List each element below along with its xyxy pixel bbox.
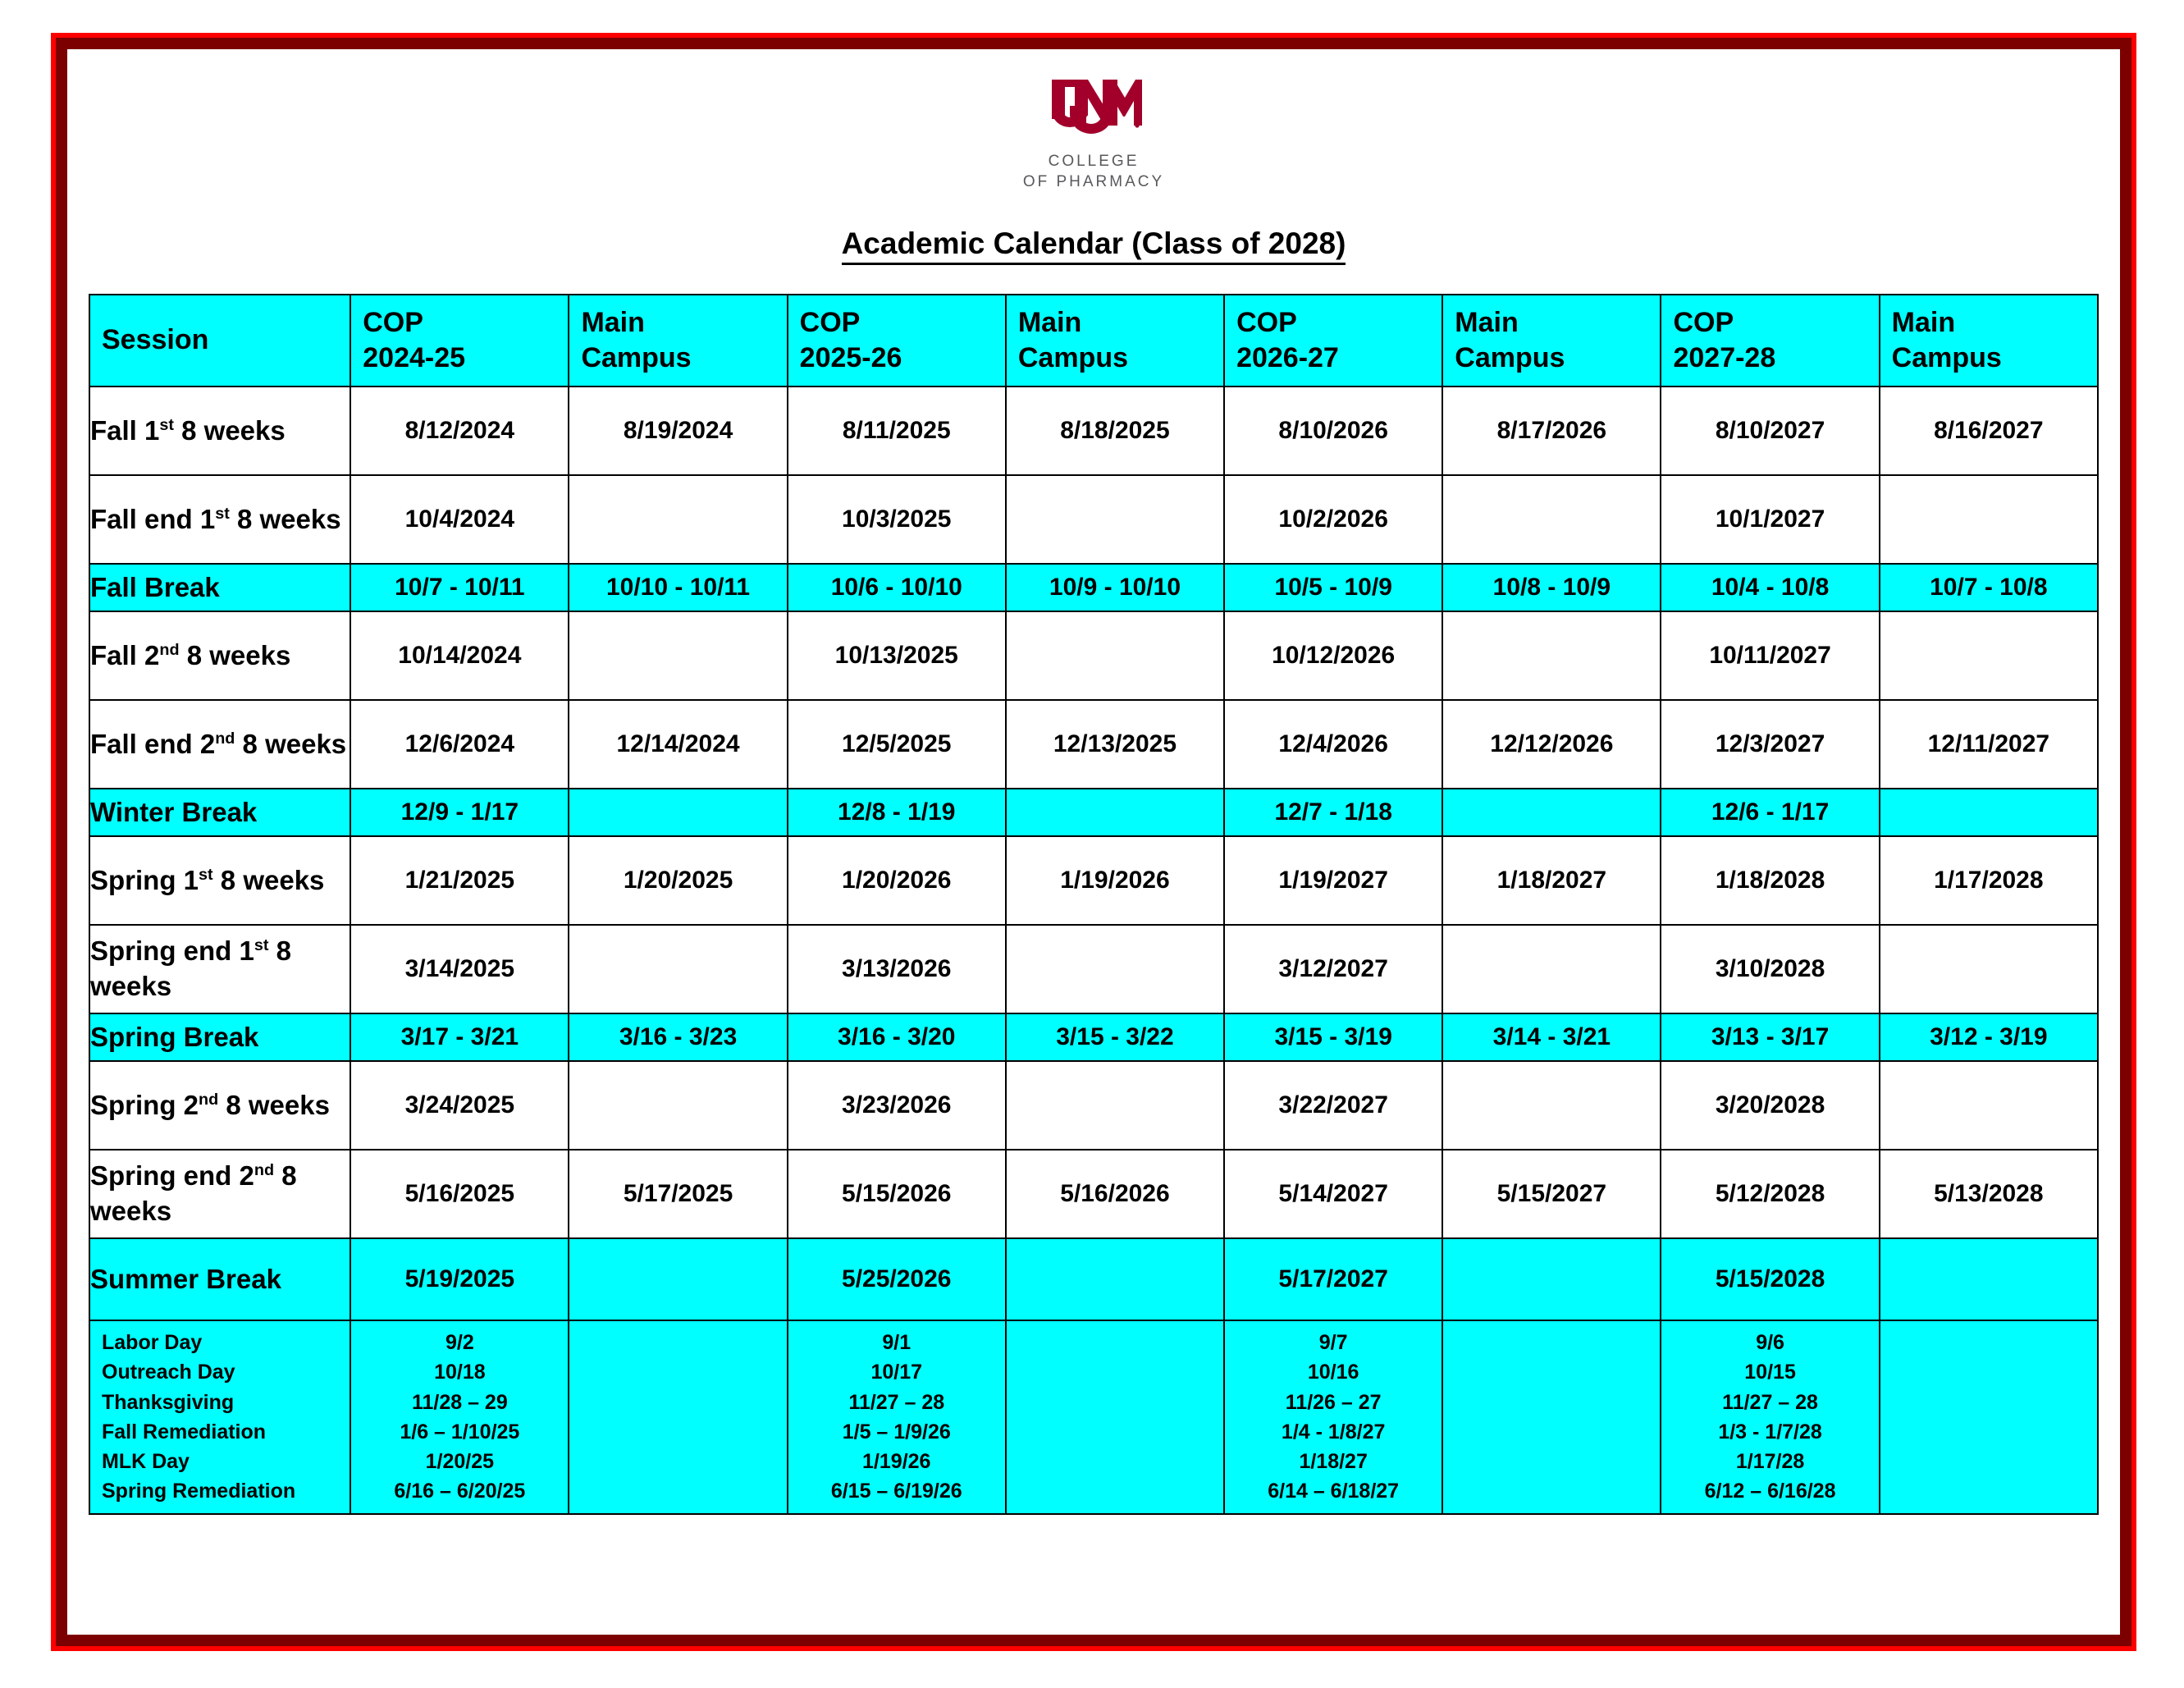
holiday-line (1443, 1357, 1660, 1387)
holiday-line (1007, 1417, 1223, 1447)
holiday-dates-main-2027-28 (1880, 1320, 2098, 1514)
holiday-line (569, 1447, 786, 1476)
holiday-line: 11/27 – 28 (1722, 1390, 1818, 1414)
page-title-text: Academic Calendar (Class of 2028) (842, 226, 1346, 265)
table-cell: 1/19/2027 (1224, 836, 1442, 925)
table-cell: 3/13 - 3/17 (1661, 1013, 1879, 1061)
holiday-line (1880, 1447, 2097, 1476)
holiday-line: 11/26 – 27 (1285, 1390, 1382, 1414)
holiday-line (569, 1388, 786, 1417)
table-cell: 5/19/2025 (350, 1238, 569, 1320)
table-cell: 8/18/2025 (1006, 387, 1224, 475)
holiday-line: 1/4 - 1/8/27 (1281, 1420, 1386, 1443)
holiday-line: 1/18/27 (1299, 1450, 1368, 1474)
holiday-line (569, 1476, 786, 1506)
table-cell: 12/12/2026 (1442, 700, 1661, 789)
holiday-line (1443, 1388, 1660, 1417)
table-cell (1006, 611, 1224, 700)
table-cell (1880, 1238, 2098, 1320)
row-label: Fall 2nd 8 weeks (89, 611, 350, 700)
holiday-line: 1/19/26 (862, 1450, 931, 1474)
table-cell: 12/4/2026 (1224, 700, 1442, 789)
table-cell: 3/15 - 3/19 (1224, 1013, 1442, 1061)
holiday-line: Outreach Day (102, 1361, 235, 1384)
table-cell: 12/9 - 1/17 (350, 789, 569, 836)
table-cell: 12/8 - 1/19 (788, 789, 1006, 836)
table-cell: 10/1/2027 (1661, 475, 1879, 564)
holiday-line: 10/18 (434, 1361, 486, 1384)
table-cell: 1/20/2026 (788, 836, 1006, 925)
row-label: Fall 1st 8 weeks (89, 387, 350, 475)
holiday-dates-cop-2027-28 (1661, 1320, 1879, 1514)
table-cell (1006, 475, 1224, 564)
table-row (89, 789, 2098, 836)
holiday-line: 1/17/28 (1735, 1450, 1805, 1474)
holiday-line: 1/3 - 1/7/28 (1718, 1420, 1822, 1443)
holiday-line (1007, 1328, 1223, 1357)
row-label: Summer Break (89, 1238, 350, 1320)
page-title (70, 226, 2118, 261)
table-cell (1880, 611, 2098, 700)
holiday-line (569, 1417, 786, 1447)
holiday-line (1007, 1357, 1223, 1387)
table-cell: 12/14/2024 (569, 700, 787, 789)
table-cell (1442, 789, 1661, 836)
table-cell: 5/15/2028 (1661, 1238, 1879, 1320)
table-cell (1880, 475, 2098, 564)
academic-calendar-table (89, 294, 2099, 1515)
table-cell: 3/23/2026 (788, 1061, 1006, 1150)
table-cell: 1/19/2026 (1006, 836, 1224, 925)
table-cell: 12/13/2025 (1006, 700, 1224, 789)
table-cell: 8/16/2027 (1880, 387, 2098, 475)
table-row (89, 387, 2098, 475)
table-cell (1442, 1238, 1661, 1320)
table-cell (1442, 611, 1661, 700)
holiday-line: 1/6 – 1/10/25 (400, 1420, 520, 1443)
table-cell: 10/14/2024 (350, 611, 569, 700)
holiday-line: 6/12 – 6/16/28 (1704, 1480, 1836, 1503)
holiday-line (1007, 1476, 1223, 1506)
holiday-line: 1/5 – 1/9/26 (842, 1420, 951, 1443)
table-cell: 12/5/2025 (788, 700, 1006, 789)
table-cell: 10/4/2024 (350, 475, 569, 564)
holiday-line: 11/27 – 28 (848, 1390, 945, 1414)
table-cell: 10/3/2025 (788, 475, 1006, 564)
table-cell (1006, 925, 1224, 1013)
column-header-4: Main Campus (1006, 295, 1224, 387)
holiday-line: 9/7 (1318, 1331, 1348, 1355)
table-cell: 12/3/2027 (1661, 700, 1879, 789)
holiday-line (1880, 1476, 2097, 1506)
table-cell: 8/10/2027 (1661, 387, 1879, 475)
table-cell (569, 1061, 787, 1150)
holiday-line (1007, 1447, 1223, 1476)
table-cell: 1/18/2028 (1661, 836, 1879, 925)
holidays-row (89, 1320, 2098, 1514)
table-cell (1880, 789, 2098, 836)
table-row (89, 700, 2098, 789)
table-cell: 3/14 - 3/21 (1442, 1013, 1661, 1061)
table-cell (1442, 475, 1661, 564)
table-cell: 1/20/2025 (569, 836, 787, 925)
row-label: Spring Break (89, 1013, 350, 1061)
column-header-6: Main Campus (1442, 295, 1661, 387)
table-cell: 3/12 - 3/19 (1880, 1013, 2098, 1061)
holiday-line (1443, 1417, 1660, 1447)
column-header-3: COP 2025-26 (788, 295, 1006, 387)
table-cell (1880, 925, 2098, 1013)
holiday-line: Thanksgiving (102, 1390, 235, 1414)
table-cell: 3/10/2028 (1661, 925, 1879, 1013)
holiday-line: 11/28 – 29 (411, 1390, 508, 1414)
table-row (89, 1061, 2098, 1150)
row-label: Spring end 2nd 8 weeks (89, 1150, 350, 1238)
table-cell: 1/21/2025 (350, 836, 569, 925)
holiday-line: 9/6 (1756, 1331, 1784, 1355)
column-header-1: COP 2024-25 (350, 295, 569, 387)
table-row (89, 1150, 2098, 1238)
unm-college-of-pharmacy-logo (70, 52, 2118, 192)
table-cell: 5/17/2025 (569, 1150, 787, 1238)
table-cell: 8/11/2025 (788, 387, 1006, 475)
table-cell (1006, 1061, 1224, 1150)
table-cell: 8/10/2026 (1224, 387, 1442, 475)
table-cell: 12/11/2027 (1880, 700, 2098, 789)
table-cell: 10/9 - 10/10 (1006, 564, 1224, 611)
table-cell: 5/14/2027 (1224, 1150, 1442, 1238)
column-header-8: Main Campus (1880, 295, 2098, 387)
row-label: Fall end 1st 8 weeks (89, 475, 350, 564)
holiday-line (1880, 1417, 2097, 1447)
table-cell: 8/12/2024 (350, 387, 569, 475)
table-row (89, 1238, 2098, 1320)
page-border-outer (51, 33, 2136, 1651)
table-cell: 10/4 - 10/8 (1661, 564, 1879, 611)
column-header-7: COP 2027-28 (1661, 295, 1879, 387)
table-cell: 10/6 - 10/10 (788, 564, 1006, 611)
table-cell: 3/13/2026 (788, 925, 1006, 1013)
holiday-dates-cop-2024-25 (350, 1320, 569, 1514)
table-cell: 3/22/2027 (1224, 1061, 1442, 1150)
logo-wordmark-line2: OF PHARMACY (1022, 173, 1165, 191)
table-cell: 10/5 - 10/9 (1224, 564, 1442, 611)
table-cell: 1/18/2027 (1442, 836, 1661, 925)
holiday-line (569, 1357, 786, 1387)
holiday-line: 6/15 – 6/19/26 (830, 1480, 962, 1503)
table-cell: 5/17/2027 (1224, 1238, 1442, 1320)
holiday-dates-cop-2025-26 (788, 1320, 1006, 1514)
holiday-labels-cell (89, 1320, 350, 1514)
holiday-line: Labor Day (102, 1331, 203, 1355)
table-cell: 12/6 - 1/17 (1661, 789, 1879, 836)
table-row (89, 925, 2098, 1013)
table-cell: 3/15 - 3/22 (1006, 1013, 1224, 1061)
logo-wordmark-line1: COLLEGE (1048, 153, 1140, 170)
table-cell: 10/8 - 10/9 (1442, 564, 1661, 611)
table-cell: 10/11/2027 (1661, 611, 1879, 700)
table-cell: 3/20/2028 (1661, 1061, 1879, 1150)
holiday-line: 9/2 (445, 1331, 474, 1355)
table-cell (569, 1238, 787, 1320)
holiday-line (1443, 1476, 1660, 1506)
table-cell: 3/17 - 3/21 (350, 1013, 569, 1061)
holiday-line (1443, 1328, 1660, 1357)
table-cell (1006, 1238, 1224, 1320)
table-cell: 12/7 - 1/18 (1224, 789, 1442, 836)
holiday-dates-cop-2026-27 (1224, 1320, 1442, 1514)
table-cell (569, 925, 787, 1013)
table-cell: 5/15/2026 (788, 1150, 1006, 1238)
row-label: Fall end 2nd 8 weeks (89, 700, 350, 789)
table-cell: 5/25/2026 (788, 1238, 1006, 1320)
row-label: Spring 2nd 8 weeks (89, 1061, 350, 1150)
logo-wordmark (70, 151, 2118, 192)
table-row (89, 1013, 2098, 1061)
holiday-dates-main-2026-27 (1442, 1320, 1661, 1514)
table-cell: 10/7 - 10/11 (350, 564, 569, 611)
holiday-line: 6/14 – 6/18/27 (1268, 1480, 1400, 1503)
table-cell: 5/15/2027 (1442, 1150, 1661, 1238)
table-cell: 10/7 - 10/8 (1880, 564, 2098, 611)
table-cell: 5/12/2028 (1661, 1150, 1879, 1238)
holiday-line (1007, 1388, 1223, 1417)
table-cell (1442, 925, 1661, 1013)
holiday-line (1880, 1328, 2097, 1357)
row-label: Spring end 1st 8 weeks (89, 925, 350, 1013)
holiday-line: Spring Remediation (102, 1480, 296, 1503)
column-header-2: Main Campus (569, 295, 787, 387)
table-cell: 5/16/2026 (1006, 1150, 1224, 1238)
table-cell: 5/16/2025 (350, 1150, 569, 1238)
table-cell: 1/17/2028 (1880, 836, 2098, 925)
table-row (89, 611, 2098, 700)
table-cell (569, 475, 787, 564)
document-body (67, 49, 2120, 1635)
table-cell: 5/13/2028 (1880, 1150, 2098, 1238)
holiday-line: Fall Remediation (102, 1420, 267, 1443)
holiday-line (1880, 1388, 2097, 1417)
table-cell: 10/2/2026 (1224, 475, 1442, 564)
table-cell: 10/12/2026 (1224, 611, 1442, 700)
row-label: Spring 1st 8 weeks (89, 836, 350, 925)
holiday-line: MLK Day (102, 1450, 190, 1474)
holiday-dates-main-2024-25 (569, 1320, 787, 1514)
holiday-line: 10/16 (1307, 1361, 1359, 1384)
table-header (89, 295, 2098, 387)
holiday-line: 9/1 (882, 1331, 912, 1355)
unm-lobos-mark-icon (1045, 75, 1142, 147)
holiday-line (1880, 1357, 2097, 1387)
table-cell: 8/17/2026 (1442, 387, 1661, 475)
table-cell: 3/16 - 3/20 (788, 1013, 1006, 1061)
holiday-line (1443, 1447, 1660, 1476)
calendar-table-container (85, 261, 2103, 1515)
row-label: Fall Break (89, 564, 350, 611)
table-cell (1880, 1061, 2098, 1150)
table-cell: 10/10 - 10/11 (569, 564, 787, 611)
table-cell (1006, 789, 1224, 836)
holiday-line: 6/16 – 6/20/25 (394, 1480, 526, 1503)
table-cell: 3/24/2025 (350, 1061, 569, 1150)
table-cell: 10/13/2025 (788, 611, 1006, 700)
row-label: Winter Break (89, 789, 350, 836)
table-cell (1442, 1061, 1661, 1150)
page-border-inner (56, 38, 2131, 1646)
table-cell: 3/16 - 3/23 (569, 1013, 787, 1061)
table-row (89, 836, 2098, 925)
column-header-session: Session (89, 295, 350, 387)
table-cell: 12/6/2024 (350, 700, 569, 789)
table-header-row (89, 295, 2098, 387)
column-header-5: COP 2026-27 (1224, 295, 1442, 387)
table-cell: 8/19/2024 (569, 387, 787, 475)
table-cell (569, 611, 787, 700)
holiday-dates-main-2025-26 (1006, 1320, 1224, 1514)
table-cell: 3/14/2025 (350, 925, 569, 1013)
holiday-line: 10/15 (1744, 1361, 1796, 1384)
table-row (89, 475, 2098, 564)
table-row (89, 564, 2098, 611)
table-body (89, 387, 2098, 1514)
holiday-line (569, 1328, 786, 1357)
holiday-line: 10/17 (870, 1361, 923, 1384)
holiday-line: 1/20/25 (425, 1450, 495, 1474)
table-cell: 3/12/2027 (1224, 925, 1442, 1013)
table-cell (569, 789, 787, 836)
